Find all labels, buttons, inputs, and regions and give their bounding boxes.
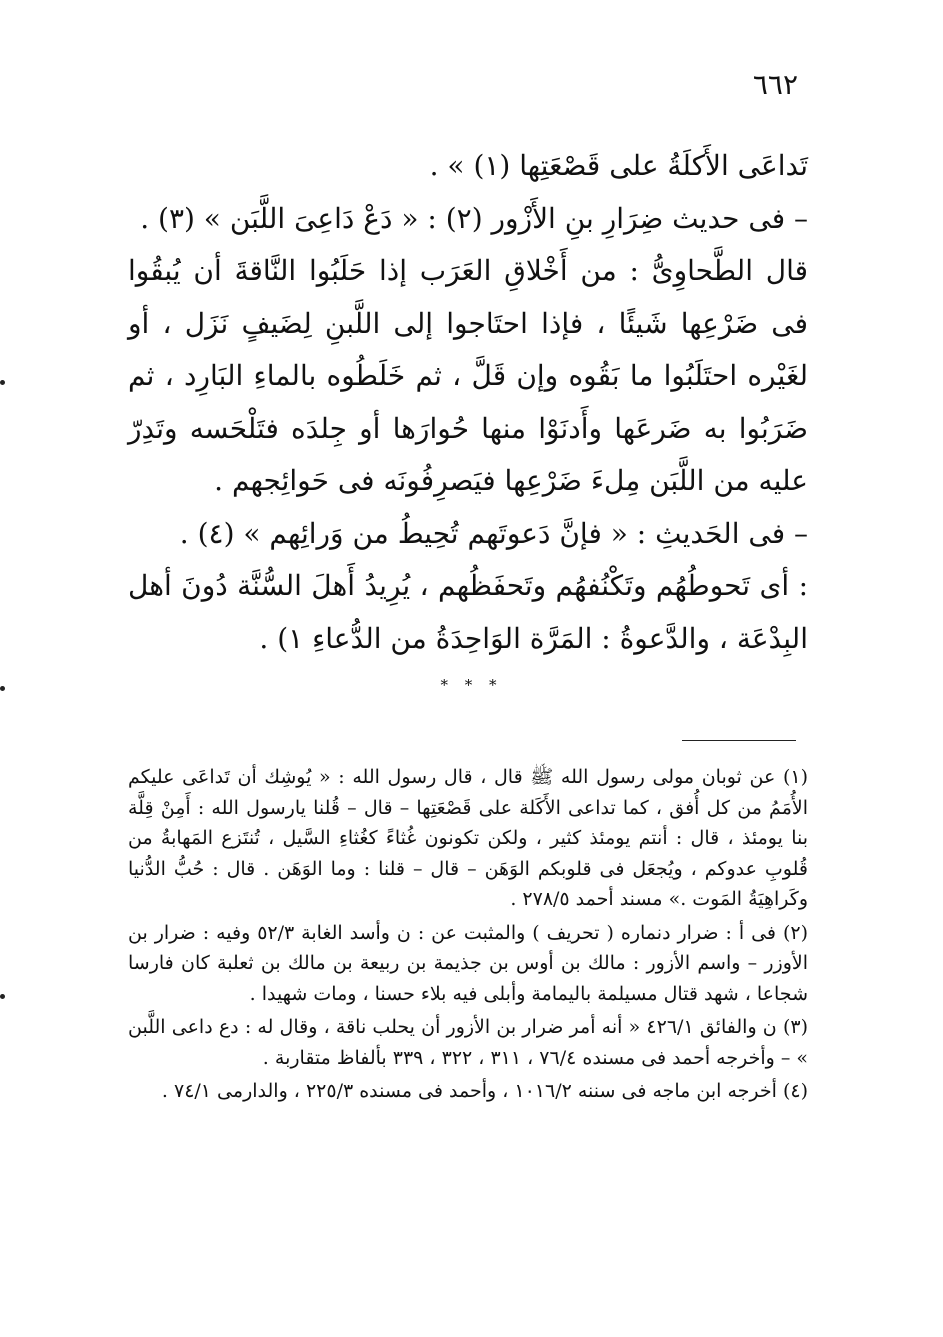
- section-separator: * * *: [440, 676, 503, 694]
- body-paragraph: – فى الحَديثِ : « فإنَّ دَعوتَهم تُحِيطُ من وَرائِهم » (٤) .: [179, 516, 808, 550]
- footnote-marker: (١): [782, 766, 808, 788]
- footnote-text: أخرجه ابن ماجه فى سننه ١٠١٦/٢ ، وأحمد فى مسنده ٢٢٥/٣ ، والدارمى ٧٤/١ .: [161, 1080, 777, 1102]
- page-number: ٦٦٢: [752, 68, 798, 101]
- main-text: [128, 140, 808, 665]
- footnote-text: فى أ : ضرار دنماره ( تحريف ) والمثبت عن : ن وأسد الغابة ٥٢/٣ وفيه : ضرار بن الأوزر – واسم الأزور : مالك بن أوس بن جذيمة بن ربيعة بن مالك بن ثعلبة كان فارسا شجاعا ، شهد قتال مسيلمة باليمامة وأبلى فيه بلاء حسنا ، ومات شهيدا .: [128, 921, 808, 1005]
- footnote: [128, 762, 808, 915]
- footnote-marker: (٤): [782, 1080, 808, 1102]
- body-paragraph: تَداعَى الأَكلَةُ على قَصْعَتِها (١) » .: [429, 149, 808, 182]
- footnote-text: عن ثوبان مولى رسول الله ﷺ قال ، قال رسول الله : « يُوشِك أن تَداعَى عليكم الأُمَمُ من كل أُفق ، كما تداعى الأَكَلة على قَصْعَتِها – قال – قُلنا يارسول الله : أَمِنْ قِلَّة بنا يومئذ ، قال : أنتم يومئذ كثير ، ولكن تكونون غُثاءً كغُثاءِ السَّيل ، تُنتَزع المَهابةُ من قُلوبِ عدوكم ، ويُجعَل فى قلوبكم الوَهَن – قال – قلنا : وما الوَهَن . قال : حُبُّ الدُّنيا وكَراهِيَةُ المَوت .» مسند أحمد ٢٧٨/٥ .: [128, 766, 808, 910]
- footnote: [128, 918, 808, 1010]
- scan-margin-mark: [0, 994, 5, 999]
- footnote-marker: (٢): [782, 921, 809, 944]
- body-paragraph: : أى تَحوطُهُم وتَكْنُفهُم وتَحفَظُهم ، يُرِيدُ أَهلَ السُّنَّة دُونَ أهل البِدْعَة ، والدَّعوةُ : المَرَّة الوَاحِدَةُ من الدُّعاءِ ١) .: [128, 569, 808, 655]
- footnote-marker: (٣): [782, 1016, 809, 1038]
- footnote: [128, 1012, 808, 1073]
- body-paragraph: قال الطَّحاوِىُّ : من أَخْلاقِ العَرَب إذا حَلَبُوا النَّاقةَ أن يُبقُوا فى ضَرْعِها شَيئًا ، فإذا احتَاجوا إلى اللَّبنِ لِضَيفٍ نَزَل ، أو لغَيْره احتَلَبُوا ما بَقُوه وإن قَلَّ ، ثم خَلَطُوه بالماءِ البَارِد ، ثم ضَرَبُوا به ضَرعَها وأَدنَوْا منها حُوارَها أو جِلدَه فتَلْحَسه وتَدِرّ عليه من اللَّبَن مِلءَ ضَرْعِها فيَصرِفُونَه فى حَوائِجهم .: [128, 254, 808, 497]
- footnote: [128, 1076, 808, 1107]
- scan-margin-mark: [0, 380, 5, 385]
- scan-margin-mark: [0, 686, 5, 691]
- footnotes: [128, 762, 808, 1110]
- body-paragraph: – فى حديث ضِرَارِ بنِ الأَزْور (٢) : « دَعْ دَاعِىَ اللَّبَن » (٣) .: [140, 201, 808, 235]
- footnote-text: ن والفائق ٤٢٦/١ « أنه أمر ضرار بن الأزور أن يحلب ناقة ، وقال له : دع داعى اللَّبن » – وأخرجه أحمد فى مسنده ٧٦/٤ ، ٣١١ ، ٣٢٢ ، ٣٣٩ بألفاظ متقاربة .: [128, 1016, 808, 1069]
- footnote-divider: [682, 740, 796, 741]
